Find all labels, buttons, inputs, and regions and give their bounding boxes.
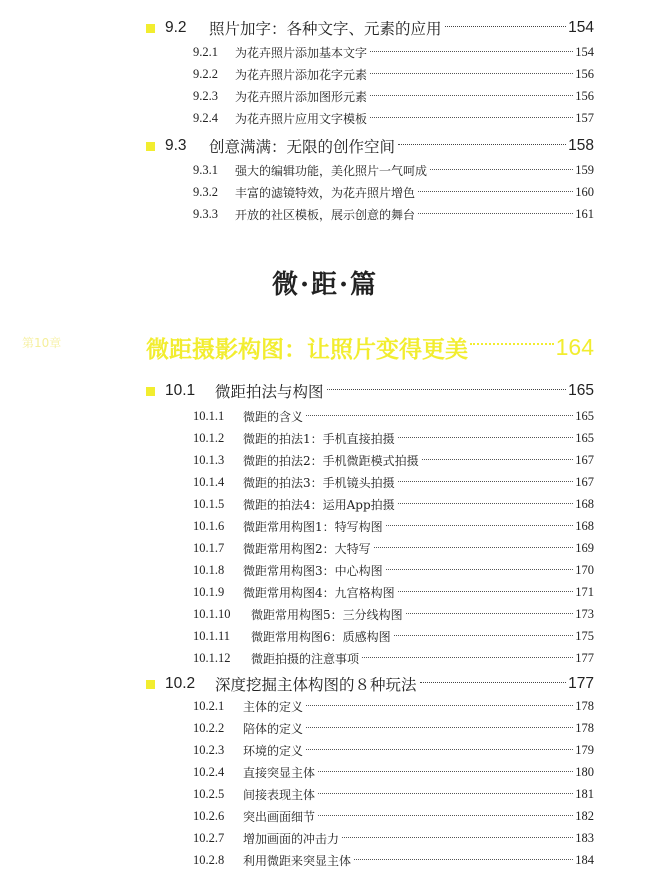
entry-number: 10.2.6: [193, 809, 225, 823]
entry-number: 10.1.6: [193, 519, 225, 533]
dot-leader: [306, 749, 573, 750]
toc-entry[interactable]: [193, 43, 594, 62]
dot-leader: [318, 771, 573, 772]
entry-page: 178: [575, 699, 594, 713]
toc-section-9-2[interactable]: [146, 17, 594, 39]
section-page: 177: [568, 675, 594, 692]
dot-leader: [398, 503, 574, 504]
dot-leader: [418, 191, 573, 192]
entry-title: 微距的含义: [243, 410, 304, 424]
entry-title: 微距拍摄的注意事项: [251, 652, 360, 666]
entry-title: 陪体的定义: [243, 722, 304, 736]
dot-leader: [406, 613, 574, 614]
entry-page: 159: [575, 163, 594, 177]
section-bullet-icon: [146, 142, 155, 151]
entry-title: 开放的社区模板，展示创意的舞台: [235, 208, 416, 222]
toc-section-10-1[interactable]: [146, 380, 594, 402]
chapter-heading[interactable]: [146, 330, 594, 364]
entry-page: 178: [575, 721, 594, 735]
entry-number: 9.2.3: [193, 89, 218, 103]
dot-leader: [306, 705, 573, 706]
entry-page: 169: [575, 541, 594, 555]
entry-number: 10.2.3: [193, 743, 225, 757]
entry-title: 强大的编辑功能，美化照片一气呵成: [235, 164, 428, 178]
entry-number: 10.2.8: [193, 853, 225, 867]
chapter-page: 164: [555, 333, 594, 360]
section-number: 9.3: [165, 137, 187, 154]
entry-number: 10.1.7: [193, 541, 225, 555]
entry-number: 10.1.10: [193, 607, 231, 621]
entry-number: 9.2.4: [193, 111, 218, 125]
dot-leader: [354, 859, 573, 860]
toc-entry[interactable]: [193, 851, 594, 870]
entry-page: 165: [575, 431, 594, 445]
toc-entry[interactable]: [193, 495, 594, 514]
dot-leader: [394, 635, 574, 636]
entry-title: 主体的定义: [243, 700, 304, 714]
entry-number: 10.2.1: [193, 699, 225, 713]
entry-title: 直接突显主体: [243, 766, 316, 780]
section-title: 深度挖掘主体构图的８种玩法: [215, 676, 417, 694]
toc-entry[interactable]: [193, 539, 594, 558]
dot-leader: [370, 117, 573, 118]
section-bullet-icon: [146, 24, 155, 33]
entry-page: 177: [575, 651, 594, 665]
entry-title: 为花卉照片添加基本文字: [235, 46, 368, 60]
toc-section-10-2[interactable]: [146, 673, 594, 695]
dot-leader: [398, 481, 574, 482]
entry-number: 10.1.9: [193, 585, 225, 599]
entry-page: 165: [575, 409, 594, 423]
dot-leader: [398, 437, 574, 438]
section-title: 照片加字：各种文字、元素的应用: [209, 20, 442, 38]
entry-title: 微距的拍法3：手机镜头拍摄: [243, 476, 395, 490]
dot-leader: [374, 547, 574, 548]
entry-page: 161: [575, 207, 594, 221]
entry-number: 10.1.5: [193, 497, 225, 511]
entry-title: 增加画面的冲击力: [243, 832, 340, 846]
entry-page: 168: [575, 497, 594, 511]
toc-entry[interactable]: [193, 719, 594, 738]
entry-title: 环境的定义: [243, 744, 304, 758]
entry-title: 微距常用构图2：大特写: [243, 542, 371, 556]
entry-title: 微距常用构图4：九宫格构图: [243, 586, 395, 600]
toc-entry[interactable]: [193, 429, 594, 448]
entry-number: 9.2.1: [193, 45, 218, 59]
toc-entry[interactable]: [193, 807, 594, 826]
dot-leader: [470, 343, 554, 345]
dot-leader: [318, 793, 573, 794]
section-page: 154: [568, 19, 594, 36]
dot-leader: [422, 459, 574, 460]
entry-page: 160: [575, 185, 594, 199]
entry-number: 10.1.11: [193, 629, 231, 643]
toc-entry[interactable]: [193, 65, 594, 84]
section-bullet-icon: [146, 680, 155, 689]
entry-page: 167: [575, 475, 594, 489]
dot-leader: [398, 144, 566, 145]
entry-number: 9.2.2: [193, 67, 218, 81]
entry-number: 10.1.8: [193, 563, 225, 577]
dot-leader: [420, 682, 567, 683]
toc-entry[interactable]: [193, 829, 594, 848]
toc-entry[interactable]: [193, 583, 594, 602]
toc-entry[interactable]: [193, 109, 594, 128]
entry-number: 10.2.2: [193, 721, 225, 735]
entry-title: 微距的拍法1：手机直接拍摄: [243, 432, 395, 446]
section-page: 158: [568, 137, 594, 154]
entry-page: 170: [575, 563, 594, 577]
entry-number: 9.3.1: [193, 163, 218, 177]
toc-entry[interactable]: [193, 451, 594, 470]
dot-leader: [430, 169, 573, 170]
entry-number: 9.3.2: [193, 185, 218, 199]
part-title: 微·距·篇: [271, 270, 379, 300]
entry-page: 179: [575, 743, 594, 757]
entry-page: 183: [575, 831, 594, 845]
entry-number: 10.1.12: [193, 651, 231, 665]
entry-title: 微距常用构图5：三分线构图: [251, 608, 403, 622]
entry-title: 间接表现主体: [243, 788, 316, 802]
entry-number: 10.1.4: [193, 475, 225, 489]
section-number: 9.2: [165, 19, 187, 36]
dot-leader: [418, 213, 573, 214]
entry-title: 丰富的滤镜特效，为花卉照片增色: [235, 186, 416, 200]
toc-entry[interactable]: [193, 205, 594, 224]
entry-title: 为花卉照片应用文字模板: [235, 112, 368, 126]
entry-page: 180: [575, 765, 594, 779]
toc-entry[interactable]: [193, 561, 594, 580]
section-title: 创意满满：无限的创作空间: [209, 138, 396, 156]
entry-title: 利用微距来突显主体: [243, 854, 352, 868]
toc-entry[interactable]: [193, 741, 594, 760]
entry-number: 10.2.4: [193, 765, 225, 779]
toc-entry[interactable]: [193, 627, 594, 646]
entry-number: 10.1.2: [193, 431, 225, 445]
toc-entry[interactable]: [193, 763, 594, 782]
section-title: 微距拍法与构图: [215, 383, 324, 401]
entry-page: 167: [575, 453, 594, 467]
section-number: 10.2: [165, 675, 196, 692]
toc-entry[interactable]: [193, 407, 594, 426]
entry-page: 182: [575, 809, 594, 823]
dot-leader: [370, 51, 573, 52]
entry-page: 175: [575, 629, 594, 643]
entry-number: 9.3.3: [193, 207, 218, 221]
section-page: 165: [568, 382, 594, 399]
dot-leader: [398, 591, 574, 592]
entry-page: 154: [575, 45, 594, 59]
toc-entry[interactable]: [193, 473, 594, 492]
entry-page: 171: [575, 585, 594, 599]
dot-leader: [386, 525, 574, 526]
toc-entry[interactable]: [193, 161, 594, 180]
section-number: 10.1: [165, 382, 196, 399]
entry-page: 168: [575, 519, 594, 533]
entry-number: 10.2.7: [193, 831, 225, 845]
entry-title: 微距常用构图6：质感构图: [251, 630, 391, 644]
toc-entry[interactable]: [193, 517, 594, 536]
entry-title: 为花卉照片添加图形元素: [235, 90, 368, 104]
entry-page: 173: [575, 607, 594, 621]
entry-number: 10.2.5: [193, 787, 225, 801]
dot-leader: [386, 569, 574, 570]
toc-section-9-3[interactable]: [146, 135, 594, 157]
dot-leader: [306, 727, 573, 728]
dot-leader: [318, 815, 573, 816]
dot-leader: [306, 415, 573, 416]
entry-title: 微距的拍法4：运用App拍摄: [243, 498, 395, 512]
dot-leader: [362, 657, 573, 658]
entry-number: 10.1.1: [193, 409, 225, 423]
entry-title: 微距的拍法2：手机微距模式拍摄: [243, 454, 419, 468]
toc-entry[interactable]: [193, 697, 594, 716]
entry-page: 157: [575, 111, 594, 125]
entry-title: 微距常用构图3：中心构图: [243, 564, 383, 578]
toc-entry[interactable]: [193, 183, 594, 202]
entry-page: 156: [575, 67, 594, 81]
section-bullet-icon: [146, 387, 155, 396]
toc-entry[interactable]: [193, 605, 594, 624]
entry-title: 突出画面细节: [243, 810, 316, 824]
dot-leader: [370, 95, 573, 96]
toc-entry[interactable]: [193, 649, 594, 668]
dot-leader: [327, 389, 567, 390]
dot-leader: [370, 73, 573, 74]
chapter-label: 第10章: [22, 336, 62, 350]
dot-leader: [445, 26, 567, 27]
entry-title: 为花卉照片添加花字元素: [235, 68, 368, 82]
chapter-title: 微距摄影构图：让照片变得更美: [146, 336, 468, 363]
entry-title: 微距常用构图1：特写构图: [243, 520, 383, 534]
entry-number: 10.1.3: [193, 453, 225, 467]
toc-entry[interactable]: [193, 785, 594, 804]
entry-page: 184: [575, 853, 594, 867]
toc-entry[interactable]: [193, 87, 594, 106]
dot-leader: [342, 837, 573, 838]
entry-page: 181: [575, 787, 594, 801]
entry-page: 156: [575, 89, 594, 103]
